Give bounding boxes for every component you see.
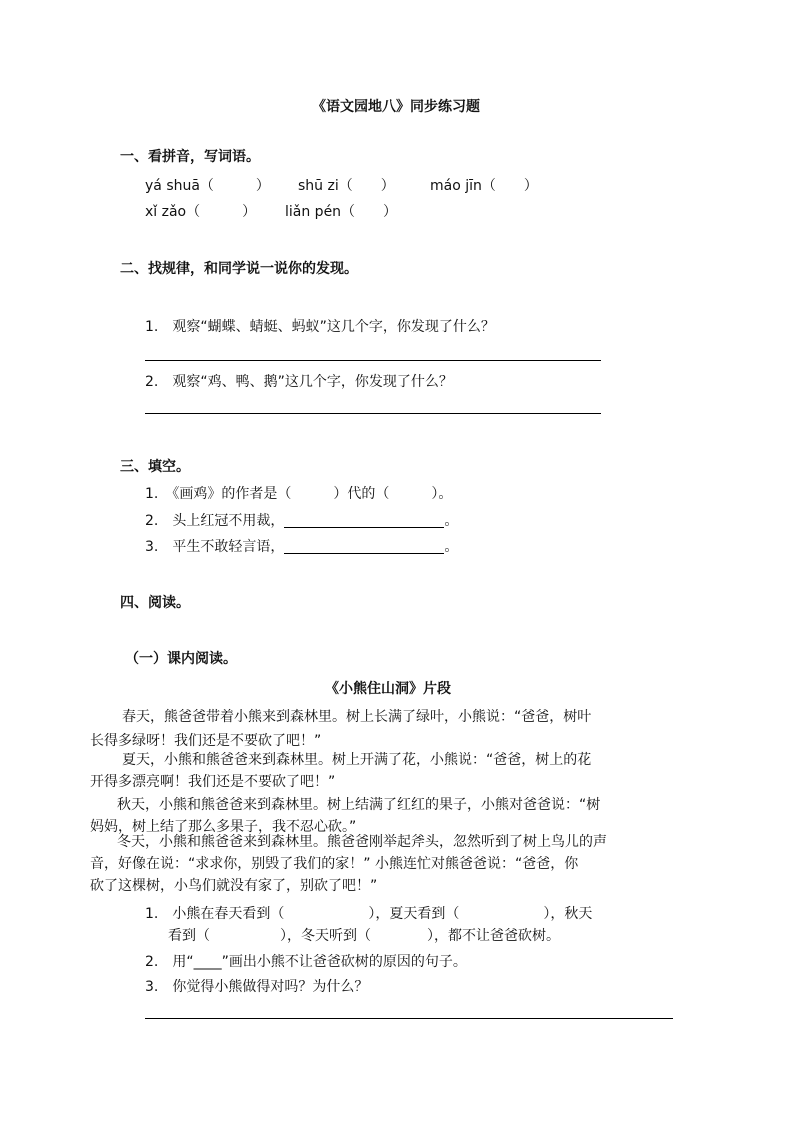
question: 2. 观察“鸡、鸭、鹅”这几个字，你发现了什么？	[145, 374, 453, 390]
passage-line: 春天，熊爸爸带着小熊来到森林里。树上长满了绿叶，小熊说：“爸爸，树叶	[122, 709, 592, 725]
passage-line: 长得多绿呀！我们还是不要砍了吧！”	[90, 733, 322, 749]
question-continued: 看到（ ），冬天听到（ ），都不让爸爸砍树。	[168, 928, 560, 944]
passage-line: 音，好像在说：“求求你，别毁了我们的家！” 小熊连忙对熊爸爸说：“爸爸，你	[90, 856, 579, 872]
period: 。	[444, 513, 459, 529]
question-text: 3. 平生不敢轻言语，	[145, 539, 285, 555]
passage-line: 秋天，小熊和熊爸爸来到森林里。树上结满了红红的果子，小熊对爸爸说：“树	[117, 797, 601, 813]
question: 1. 小熊在春天看到（ ），夏天看到（ ），秋天	[145, 906, 593, 922]
passage-line: 妈妈，树上结了那么多果子，我不忍心砍。”	[90, 819, 357, 835]
answer-line[interactable]	[145, 360, 601, 361]
passage-title: 《小熊住山洞》片段	[325, 681, 451, 697]
question	[145, 512, 458, 530]
question-text: 2. 头上红冠不用裁，	[145, 513, 285, 529]
pinyin-item: yá shuā（ ）	[145, 178, 270, 194]
passage-line: 开得多漂亮啊！我们还是不要砍了吧！”	[90, 774, 336, 790]
pinyin-item: shū zi（ ）	[298, 178, 395, 194]
passage-line: 冬天，小熊和熊爸爸来到森林里。熊爸爸刚举起斧头，忽然听到了树上鸟儿的声	[117, 834, 607, 850]
question: 3. 你觉得小熊做得对吗？为什么？	[145, 979, 369, 995]
section-3-heading: 三、填空。	[120, 459, 190, 475]
period: 。	[444, 539, 459, 555]
fill-blank[interactable]	[284, 513, 444, 528]
answer-line[interactable]	[145, 1018, 673, 1019]
question	[145, 538, 458, 556]
pinyin-item: xǐ zǎo（ ）	[145, 204, 257, 220]
answer-line[interactable]	[145, 413, 601, 414]
section-2-heading: 二、找规律，和同学说一说你的发现。	[120, 261, 358, 277]
passage-line: 砍了这棵树，小鸟们就没有家了，别砍了吧！”	[90, 878, 378, 894]
question: 1. 《画鸡》的作者是（ ）代的（ ）。	[145, 486, 453, 502]
pinyin-item: máo jīn（ ）	[430, 178, 538, 194]
passage-line: 夏天，小熊和熊爸爸来到森林里。树上开满了花，小熊说：“爸爸，树上的花	[122, 752, 592, 768]
page-title: 《语文园地八》同步练习题	[312, 99, 480, 115]
subsection-heading: （一）课内阅读。	[125, 651, 237, 667]
section-1-heading: 一、看拼音，写词语。	[120, 149, 260, 165]
question: 1. 观察“蝴蝶、蜻蜓、蚂蚁”这几个字，你发现了什么？	[145, 319, 495, 335]
pinyin-item: liǎn pén（ ）	[285, 204, 398, 220]
section-4-heading: 四、阅读。	[120, 595, 190, 611]
question: 2. 用“____”画出小熊不让爸爸砍树的原因的句子。	[145, 954, 467, 970]
fill-blank[interactable]	[284, 539, 444, 554]
